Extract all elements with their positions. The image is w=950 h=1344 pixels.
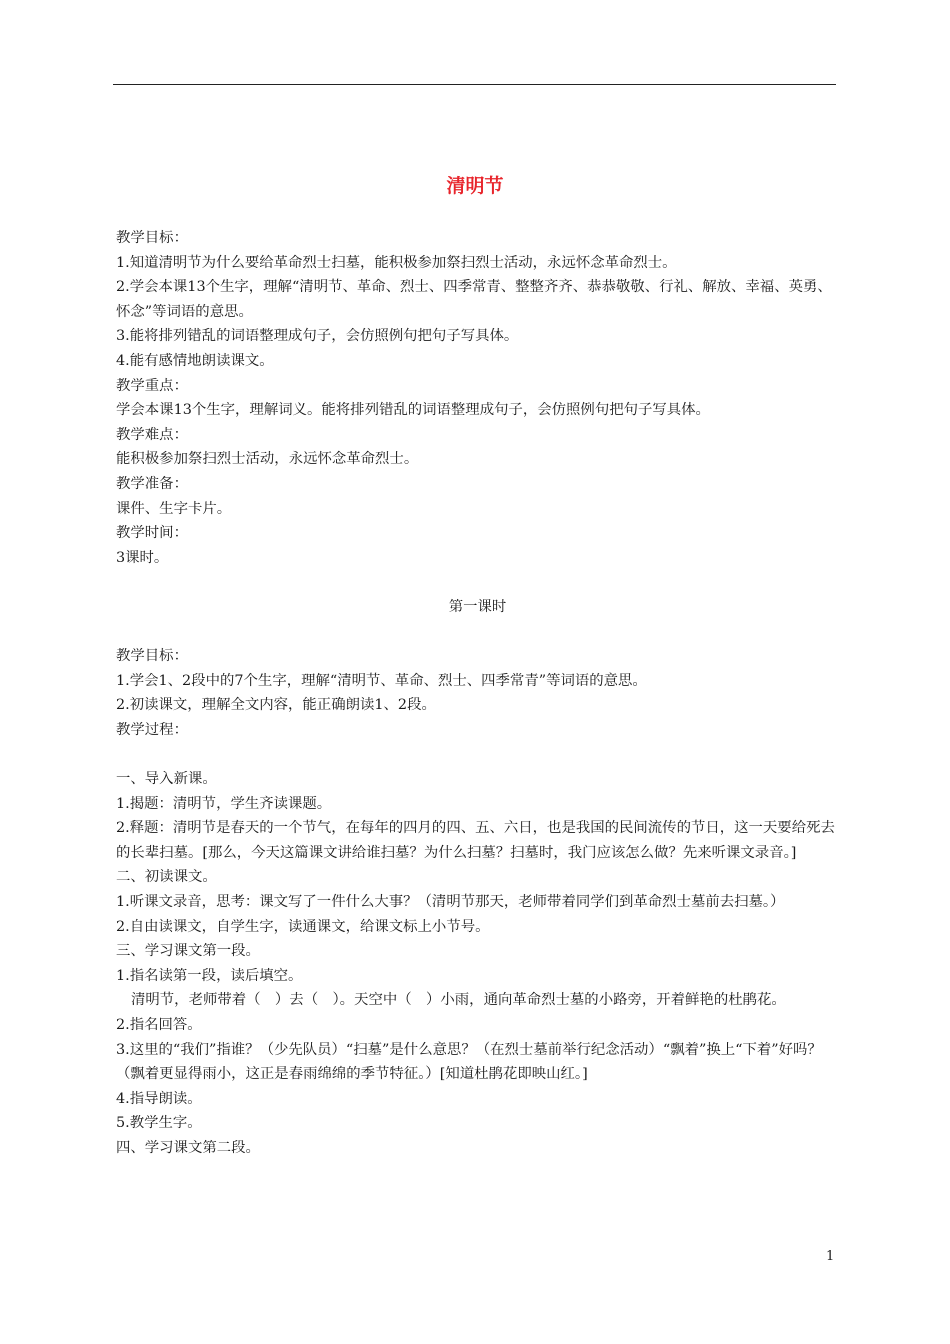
paragraph: 5.教学生字。 [116, 1115, 202, 1132]
paragraph: 2.释题：清明节是春天的一个节气，在每年的四月的四、五、六日，也是我国的民间流传的节日，这一天要给死去的长辈扫墓。[那么，今天这篇课文讲给谁扫墓？为什么扫墓？扫墓时，我门应该怎么做？先来听课文录音。] [116, 820, 835, 861]
paragraph: 三、学习课文第一段。 [116, 943, 260, 960]
paragraph: 1.学会1、2段中的7个生字，理解“清明节、革命、烈士、四季常青”等词语的意思。 [116, 672, 647, 689]
section-heading: 教学目标： [116, 648, 188, 665]
paragraph: 3.这里的“我们”指谁？（少先队员）“扫墓”是什么意思？（在烈士墓前举行纪念活动）“飘着”换上“下着”好吗？（飘着更显得雨小，这正是春雨绵绵的季节特征。）[知道杜鹃花即映山红。] [116, 1041, 822, 1083]
section-heading: 教学目标： [116, 230, 188, 246]
paragraph: 1.揭题：清明节，学生齐读课题。 [116, 795, 332, 812]
section-heading: 教学准备： [116, 475, 188, 492]
paragraph: 1.指名读第一段，读后填空。 [116, 967, 303, 984]
fill-in-blank-exercise: 清明节，老师带着（ ）去（ ）。天空中（ ）小雨，通向革命烈士墓的小路旁，开着鲜艳的杜鹃花。 [131, 992, 786, 1009]
spacer [116, 742, 839, 767]
spacer [116, 570, 839, 595]
header-rule [113, 84, 836, 85]
paragraph: 1.知道清明节为什么要给革命烈士扫墓，能积极参加祭扫烈士活动，永远怀念革命烈士。 [116, 254, 677, 271]
paragraph: 4.指导朗读。 [116, 1090, 202, 1107]
paragraph: 二、初读课文。 [116, 869, 217, 886]
paragraph: 4.能有感情地朗读课文。 [116, 352, 274, 369]
page-number: 1 [826, 1249, 835, 1264]
section-heading: 教学难点： [116, 426, 188, 443]
paragraph: 3.能将排列错乱的词语整理成句子，会仿照例句把句子写具体。 [116, 328, 519, 345]
paragraph: 2.自由读课文，自学生字，读通课文，给课文标上小节号。 [116, 918, 490, 935]
section-heading: 教学时间： [116, 525, 188, 542]
paragraph: 2.初读课文，理解全文内容，能正确朗读1、2段。 [116, 697, 436, 714]
paragraph: 学会本课13个生字，理解词义。能将排列错乱的词语整理成句子，会仿照例句把句子写具体。 [116, 402, 710, 419]
section-heading: 教学过程： [116, 721, 188, 738]
paragraph: 2.指名回答。 [116, 1017, 202, 1033]
lesson-heading: 第一课时 [448, 598, 507, 615]
spacer [116, 620, 839, 645]
paragraph: 课件、生字卡片。 [116, 500, 232, 517]
document-body [116, 226, 839, 1161]
paragraph: 1.听课文录音，思考：课文写了一件什么大事？（清明节那天，老师带着同学们到革命烈士墓前去扫墓。） [116, 894, 785, 911]
section-heading: 教学重点： [116, 377, 188, 394]
paragraph: 四、学习课文第二段。 [116, 1139, 260, 1156]
paragraph: 2.学会本课13个生字，理解“清明节、革命、烈士、四季常青、整整齐齐、恭恭敬敬、行礼、解放、幸福、英勇、怀念”等词语的意思。 [116, 279, 832, 320]
page-title: 清明节 [446, 175, 504, 197]
paragraph: 能积极参加祭扫烈士活动，永远怀念革命烈士。 [116, 451, 419, 468]
paragraph: 一、导入新课。 [116, 771, 217, 788]
paragraph: 3课时。 [116, 549, 169, 566]
